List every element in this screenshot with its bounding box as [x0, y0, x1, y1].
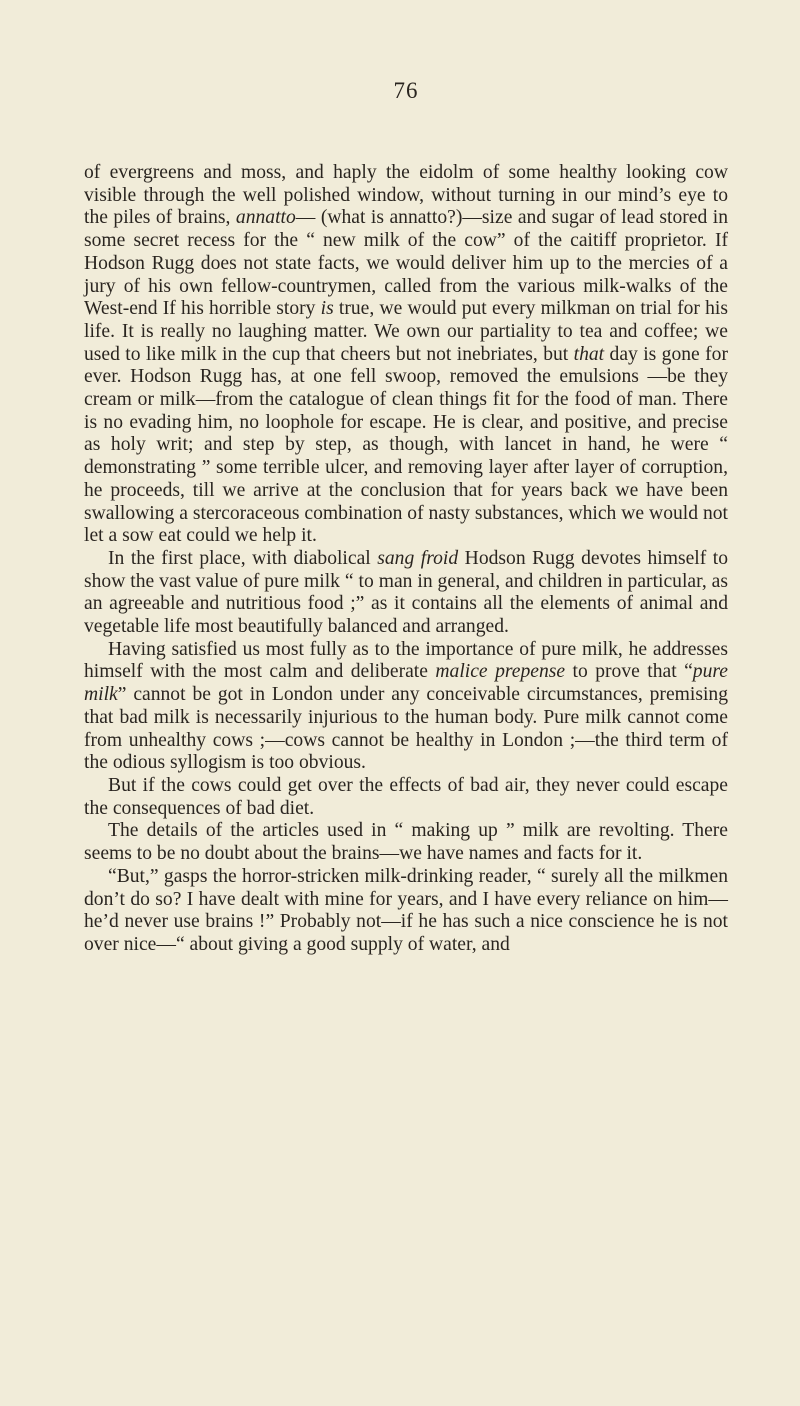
paragraph — [84, 866, 728, 957]
italic-text: malice prepense — [435, 661, 566, 683]
text-run: of evergreens and moss, and haply the eidolm of some healthy looking cow visible through the well polished window, without turning in our mind’s eye to the piles of brains, — [84, 162, 728, 229]
italic-text: that — [573, 343, 605, 365]
italic-text: annatto — [235, 207, 296, 229]
text-run: But if the cows could get over the effects of bad air, they never could escape the consequences of bad diet. — [84, 774, 728, 819]
page-number: 76 — [393, 78, 419, 103]
italic-text: is — [320, 298, 334, 320]
text-run: The details of the articles used in “ making up ” milk are revolting. There seems to be no doubt about the brains—we have names and facts for it. — [84, 820, 728, 865]
text-run: In the first place, with diabolical — [108, 547, 378, 569]
paragraph — [84, 639, 728, 775]
body-text — [84, 162, 728, 957]
italic-text: sang froid — [377, 547, 459, 569]
paragraph — [84, 162, 728, 548]
text-run: “But,” gasps the horror-stricken milk-drinking reader, “ surely all the milkmen don’t do so? I have dealt with mine for years, and I have every reliance on him—he’d never use brains !” Probably not—if he has such a nice conscience he is not over nice—“ about giving a good supply of water, and — [84, 865, 728, 955]
text-run: day is gone for ever. Hodson Rugg has, at one fell swoop, removed the emulsions —be they cream or milk—from the catalogue of clean things fit for the food of man. There is no evading him, no loophole for escape. He is clear, and positive, and precise as holy writ; and step by step, as though, with lancet in hand, he were “ demonstrating ” some terrible ulcer, and removing layer after layer of corruption, he proceeds, till we arrive at the conclusion that for years back we have been swallowing a stercoraceous combination of nasty substances, which we would not let a sow eat could we help it. — [84, 343, 728, 547]
text-run: true, we would put every milkman on trial for his life. It is really no laughing matter. We own our partiality to tea and coffee; we used to like milk in the cup that cheers but not inebriates, but — [84, 298, 728, 365]
text-run: to prove that “ — [565, 661, 693, 683]
paragraph — [84, 820, 728, 865]
paragraph — [84, 775, 728, 820]
paragraph — [84, 548, 728, 639]
text-run: Having satisfied us most fully as to the importance of pure milk, he addresses himself with the most calm and deliberate — [84, 638, 728, 683]
text-run: — (what is annatto?)—size and sugar of lead stored in some secret recess for the “ new milk of the cow” of the caitiff proprietor. If Hodson Rugg does not state facts, we would deliver him up to the mercies of a jury of his own fellow-countrymen, called from the various milk-walks of the West-end If his horrible story — [84, 207, 728, 320]
italic-text: pure milk — [84, 661, 728, 706]
text-run: ” cannot be got in London under any conceivable circumstances, premising that bad milk is necessarily injurious to the human body. Pure milk cannot come from unhealthy cows ;—cows cannot be healthy in London ;—the third term of the odious syllogism is too obvious. — [84, 684, 728, 774]
text-run: Hodson Rugg devotes himself to show the vast value of pure milk “ to man in general, and children in particular, as an agreeable and nutritious food ;” as it contains all the elements of animal and vegetable life most beautifully balanced and arranged. — [84, 547, 729, 638]
